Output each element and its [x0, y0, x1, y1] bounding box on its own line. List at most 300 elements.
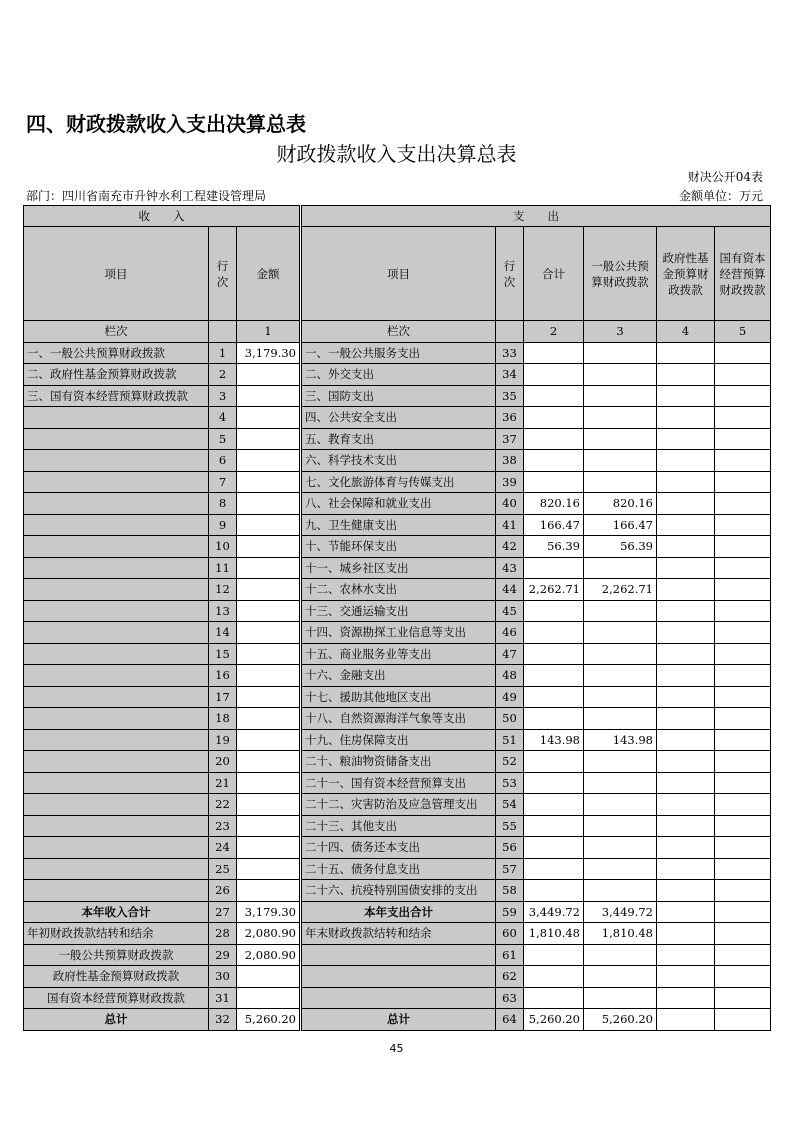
expense-total	[524, 987, 584, 1009]
section-heading: 四、财政拨款收入支出决算总表	[26, 112, 306, 136]
income-line: 11	[209, 557, 237, 579]
expense-total	[524, 880, 584, 902]
income-line: 5	[209, 428, 237, 450]
expense-line: 51	[496, 729, 524, 751]
income-item	[24, 536, 209, 558]
expense-total: 166.47	[524, 514, 584, 536]
table-row	[24, 923, 771, 945]
expense-state-capital	[715, 1009, 771, 1031]
expense-line: 53	[496, 772, 524, 794]
income-amount	[237, 622, 301, 644]
expense-state-capital	[715, 772, 771, 794]
expense-line: 36	[496, 407, 524, 429]
expense-state-capital	[715, 643, 771, 665]
income-amount	[237, 364, 301, 386]
income-line: 21	[209, 772, 237, 794]
expense-general-budget: 2,262.71	[584, 579, 657, 601]
expense-general-budget	[584, 837, 657, 859]
expense-general-budget	[584, 987, 657, 1009]
expense-gov-fund	[657, 729, 715, 751]
expense-line: 61	[496, 944, 524, 966]
col-label-blank	[209, 321, 237, 343]
income-item: 本年收入合计	[24, 901, 209, 923]
expense-line: 49	[496, 686, 524, 708]
expense-item: 二十五、债务付息支出	[301, 858, 496, 880]
expense-total	[524, 815, 584, 837]
expense-line: 41	[496, 514, 524, 536]
expense-gov-fund	[657, 471, 715, 493]
income-line: 4	[209, 407, 237, 429]
expense-general-budget: 3,449.72	[584, 901, 657, 923]
expense-item: 十七、援助其他地区支出	[301, 686, 496, 708]
expense-gov-fund	[657, 493, 715, 515]
table-title: 财政拨款收入支出决算总表	[276, 142, 517, 166]
expense-item: 二十六、抗疫特别国债安排的支出	[301, 880, 496, 902]
expense-gov-fund	[657, 966, 715, 988]
income-item	[24, 471, 209, 493]
expense-item: 十三、交通运输支出	[301, 600, 496, 622]
expense-item	[301, 944, 496, 966]
income-amount	[237, 751, 301, 773]
expense-line: 42	[496, 536, 524, 558]
table-row	[24, 622, 771, 644]
expense-general-budget	[584, 944, 657, 966]
expense-total	[524, 751, 584, 773]
expense-line: 52	[496, 751, 524, 773]
table-row	[24, 944, 771, 966]
expense-total: 56.39	[524, 536, 584, 558]
expense-general-budget	[584, 557, 657, 579]
expense-line: 55	[496, 815, 524, 837]
income-item	[24, 665, 209, 687]
expense-state-capital	[715, 536, 771, 558]
expense-gov-fund	[657, 450, 715, 472]
income-amount	[237, 837, 301, 859]
expense-general-budget	[584, 794, 657, 816]
expense-general-budget	[584, 450, 657, 472]
expense-item: 十、节能环保支出	[301, 536, 496, 558]
income-line: 12	[209, 579, 237, 601]
col-num-3: 3	[584, 321, 657, 343]
expense-line: 33	[496, 342, 524, 364]
income-item	[24, 772, 209, 794]
income-amount: 3,179.30	[237, 901, 301, 923]
expense-gov-fund	[657, 385, 715, 407]
table-row	[24, 493, 771, 515]
table-row	[24, 364, 771, 386]
income-line: 15	[209, 643, 237, 665]
col-expense-item: 项目	[301, 227, 496, 321]
expense-gov-fund	[657, 751, 715, 773]
expense-state-capital	[715, 428, 771, 450]
expense-gov-fund	[657, 686, 715, 708]
col-total: 合计	[524, 227, 584, 321]
income-amount	[237, 493, 301, 515]
income-item	[24, 880, 209, 902]
expense-general-budget	[584, 643, 657, 665]
expense-line: 45	[496, 600, 524, 622]
income-item	[24, 407, 209, 429]
expense-general-budget	[584, 708, 657, 730]
expense-state-capital	[715, 600, 771, 622]
income-item	[24, 708, 209, 730]
expense-general-budget	[584, 471, 657, 493]
table-row	[24, 450, 771, 472]
income-line: 25	[209, 858, 237, 880]
expense-gov-fund	[657, 536, 715, 558]
expense-total	[524, 944, 584, 966]
expense-item: 一、一般公共服务支出	[301, 342, 496, 364]
expense-general-budget	[584, 880, 657, 902]
expense-state-capital	[715, 686, 771, 708]
col-income-line: 行次	[209, 227, 237, 321]
table-row	[24, 837, 771, 859]
expense-general-budget	[584, 622, 657, 644]
expense-gov-fund	[657, 643, 715, 665]
income-header: 收 入	[24, 206, 301, 227]
income-line: 3	[209, 385, 237, 407]
income-amount	[237, 450, 301, 472]
income-amount	[237, 987, 301, 1009]
expense-total	[524, 450, 584, 472]
income-amount	[237, 536, 301, 558]
income-item	[24, 579, 209, 601]
expense-item	[301, 987, 496, 1009]
expense-general-budget: 56.39	[584, 536, 657, 558]
expense-item	[301, 966, 496, 988]
income-line: 16	[209, 665, 237, 687]
expense-state-capital	[715, 665, 771, 687]
table-row	[24, 471, 771, 493]
income-line: 30	[209, 966, 237, 988]
table-row	[24, 880, 771, 902]
income-item: 年初财政拨款结转和结余	[24, 923, 209, 945]
income-line: 26	[209, 880, 237, 902]
expense-state-capital	[715, 901, 771, 923]
expense-state-capital	[715, 708, 771, 730]
expense-state-capital	[715, 450, 771, 472]
expense-item: 二十一、国有资本经营预算支出	[301, 772, 496, 794]
expense-general-budget: 143.98	[584, 729, 657, 751]
expense-item: 五、教育支出	[301, 428, 496, 450]
income-line: 23	[209, 815, 237, 837]
income-line: 32	[209, 1009, 237, 1031]
expense-item: 二十二、灾害防治及应急管理支出	[301, 794, 496, 816]
income-line: 19	[209, 729, 237, 751]
expense-line: 46	[496, 622, 524, 644]
col-gov-fund: 政府性基金预算财政拨款	[657, 227, 715, 321]
income-item	[24, 643, 209, 665]
table-row	[24, 729, 771, 751]
income-item	[24, 794, 209, 816]
expense-general-budget	[584, 600, 657, 622]
expense-general-budget	[584, 665, 657, 687]
expense-item: 二十四、债务还本支出	[301, 837, 496, 859]
income-item	[24, 450, 209, 472]
expense-item: 九、卫生健康支出	[301, 514, 496, 536]
income-line: 18	[209, 708, 237, 730]
expense-gov-fund	[657, 600, 715, 622]
expense-total	[524, 342, 584, 364]
expense-gov-fund	[657, 622, 715, 644]
income-item	[24, 514, 209, 536]
income-line: 9	[209, 514, 237, 536]
income-amount	[237, 514, 301, 536]
income-item: 三、国有资本经营预算财政拨款	[24, 385, 209, 407]
expense-line: 57	[496, 858, 524, 880]
col-income-amount: 金额	[237, 227, 301, 321]
table-row	[24, 751, 771, 773]
income-amount	[237, 557, 301, 579]
expense-state-capital	[715, 729, 771, 751]
expense-gov-fund	[657, 407, 715, 429]
expense-state-capital	[715, 557, 771, 579]
income-item: 政府性基金预算财政拨款	[24, 966, 209, 988]
expense-total	[524, 643, 584, 665]
expense-general-budget	[584, 364, 657, 386]
expense-general-budget: 820.16	[584, 493, 657, 515]
income-line: 10	[209, 536, 237, 558]
expense-state-capital	[715, 342, 771, 364]
finance-table	[23, 205, 771, 1031]
expense-general-budget	[584, 385, 657, 407]
income-line: 29	[209, 944, 237, 966]
income-item	[24, 557, 209, 579]
expense-total	[524, 966, 584, 988]
table-row	[24, 772, 771, 794]
department-label: 部门：四川省南充市升钟水利工程建设管理局	[26, 189, 267, 203]
expense-state-capital	[715, 923, 771, 945]
table-row	[24, 901, 771, 923]
expense-state-capital	[715, 880, 771, 902]
expense-item: 八、社会保障和就业支出	[301, 493, 496, 515]
col-num-1: 1	[237, 321, 301, 343]
table-row	[24, 987, 771, 1009]
expense-gov-fund	[657, 944, 715, 966]
expense-general-budget	[584, 858, 657, 880]
expense-item: 十九、住房保障支出	[301, 729, 496, 751]
expense-total: 820.16	[524, 493, 584, 515]
income-amount: 2,080.90	[237, 923, 301, 945]
expense-total	[524, 686, 584, 708]
expense-line: 50	[496, 708, 524, 730]
expense-item: 二、外交支出	[301, 364, 496, 386]
expense-total	[524, 772, 584, 794]
income-item	[24, 751, 209, 773]
expense-line: 34	[496, 364, 524, 386]
income-amount	[237, 600, 301, 622]
expense-line: 37	[496, 428, 524, 450]
expense-item: 十六、金融支出	[301, 665, 496, 687]
table-row	[24, 385, 771, 407]
income-amount	[237, 880, 301, 902]
expense-item: 七、文化旅游体育与传媒支出	[301, 471, 496, 493]
income-amount	[237, 579, 301, 601]
expense-line: 38	[496, 450, 524, 472]
income-line: 20	[209, 751, 237, 773]
expense-line: 56	[496, 837, 524, 859]
expense-gov-fund	[657, 579, 715, 601]
expense-item: 十八、自然资源海洋气象等支出	[301, 708, 496, 730]
expense-line: 59	[496, 901, 524, 923]
expense-total	[524, 407, 584, 429]
expense-total	[524, 708, 584, 730]
table-row	[24, 966, 771, 988]
expense-state-capital	[715, 944, 771, 966]
expense-state-capital	[715, 407, 771, 429]
expense-item: 十一、城乡社区支出	[301, 557, 496, 579]
expense-total: 1,810.48	[524, 923, 584, 945]
expense-line: 60	[496, 923, 524, 945]
table-row	[24, 858, 771, 880]
income-amount	[237, 428, 301, 450]
col-expense-line: 行次	[496, 227, 524, 321]
expense-general-budget	[584, 686, 657, 708]
expense-item: 四、公共安全支出	[301, 407, 496, 429]
expense-line: 40	[496, 493, 524, 515]
expense-item: 年末财政拨款结转和结余	[301, 923, 496, 945]
expense-general-budget	[584, 751, 657, 773]
expense-gov-fund	[657, 923, 715, 945]
expense-item: 十二、农林水支出	[301, 579, 496, 601]
income-amount	[237, 858, 301, 880]
expense-line: 47	[496, 643, 524, 665]
income-item	[24, 837, 209, 859]
income-line: 6	[209, 450, 237, 472]
col-state-capital: 国有资本经营预算财政拨款	[715, 227, 771, 321]
expense-state-capital	[715, 751, 771, 773]
table-row	[24, 708, 771, 730]
expense-line: 39	[496, 471, 524, 493]
expense-header: 支 出	[301, 206, 771, 227]
expense-item: 六、科学技术支出	[301, 450, 496, 472]
expense-item: 二十三、其他支出	[301, 815, 496, 837]
table-row	[24, 794, 771, 816]
expense-gov-fund	[657, 428, 715, 450]
expense-total: 143.98	[524, 729, 584, 751]
income-amount	[237, 815, 301, 837]
expense-total	[524, 622, 584, 644]
income-amount	[237, 665, 301, 687]
income-amount	[237, 772, 301, 794]
income-amount	[237, 966, 301, 988]
expense-gov-fund	[657, 665, 715, 687]
income-line: 17	[209, 686, 237, 708]
expense-gov-fund	[657, 364, 715, 386]
income-item: 一般公共预算财政拨款	[24, 944, 209, 966]
expense-gov-fund	[657, 772, 715, 794]
income-line: 13	[209, 600, 237, 622]
expense-total	[524, 385, 584, 407]
col-label-expense: 栏次	[301, 321, 496, 343]
col-num-5: 5	[715, 321, 771, 343]
expense-gov-fund	[657, 858, 715, 880]
expense-general-budget	[584, 772, 657, 794]
expense-gov-fund	[657, 794, 715, 816]
income-line: 1	[209, 342, 237, 364]
expense-gov-fund	[657, 342, 715, 364]
income-item: 二、政府性基金预算财政拨款	[24, 364, 209, 386]
income-amount	[237, 794, 301, 816]
expense-state-capital	[715, 622, 771, 644]
form-code: 财决公开04表	[687, 170, 763, 184]
table-row	[24, 514, 771, 536]
expense-line: 43	[496, 557, 524, 579]
expense-line: 48	[496, 665, 524, 687]
expense-item: 总计	[301, 1009, 496, 1031]
expense-line: 35	[496, 385, 524, 407]
expense-gov-fund	[657, 557, 715, 579]
table-row	[24, 342, 771, 364]
income-line: 22	[209, 794, 237, 816]
expense-state-capital	[715, 794, 771, 816]
expense-total: 3,449.72	[524, 901, 584, 923]
expense-state-capital	[715, 493, 771, 515]
expense-line: 44	[496, 579, 524, 601]
income-item	[24, 428, 209, 450]
expense-item: 本年支出合计	[301, 901, 496, 923]
expense-general-budget: 1,810.48	[584, 923, 657, 945]
income-item	[24, 686, 209, 708]
expense-total: 2,262.71	[524, 579, 584, 601]
table-row	[24, 815, 771, 837]
expense-gov-fund	[657, 815, 715, 837]
expense-state-capital	[715, 837, 771, 859]
income-line: 28	[209, 923, 237, 945]
table-row	[24, 557, 771, 579]
income-item: 国有资本经营预算财政拨款	[24, 987, 209, 1009]
table-row	[24, 600, 771, 622]
expense-state-capital	[715, 815, 771, 837]
income-amount	[237, 708, 301, 730]
col-num-4: 4	[657, 321, 715, 343]
expense-gov-fund	[657, 514, 715, 536]
expense-item: 二十、粮油物资储备支出	[301, 751, 496, 773]
income-amount: 5,260.20	[237, 1009, 301, 1031]
income-amount	[237, 686, 301, 708]
expense-general-budget	[584, 428, 657, 450]
income-item	[24, 815, 209, 837]
income-line: 31	[209, 987, 237, 1009]
income-amount	[237, 407, 301, 429]
amount-unit-label: 金额单位：万元	[678, 189, 763, 203]
expense-line: 58	[496, 880, 524, 902]
income-line: 14	[209, 622, 237, 644]
expense-total: 5,260.20	[524, 1009, 584, 1031]
table-row	[24, 536, 771, 558]
income-item	[24, 622, 209, 644]
expense-line: 54	[496, 794, 524, 816]
expense-state-capital	[715, 579, 771, 601]
expense-state-capital	[715, 385, 771, 407]
expense-total	[524, 428, 584, 450]
expense-total	[524, 837, 584, 859]
income-item	[24, 858, 209, 880]
income-amount	[237, 643, 301, 665]
expense-total	[524, 364, 584, 386]
income-line: 7	[209, 471, 237, 493]
expense-gov-fund	[657, 987, 715, 1009]
expense-gov-fund	[657, 708, 715, 730]
expense-line: 64	[496, 1009, 524, 1031]
expense-item: 十四、资源勘探工业信息等支出	[301, 622, 496, 644]
expense-state-capital	[715, 364, 771, 386]
income-item	[24, 600, 209, 622]
expense-total	[524, 600, 584, 622]
expense-total	[524, 665, 584, 687]
table-row	[24, 686, 771, 708]
table-row	[24, 407, 771, 429]
